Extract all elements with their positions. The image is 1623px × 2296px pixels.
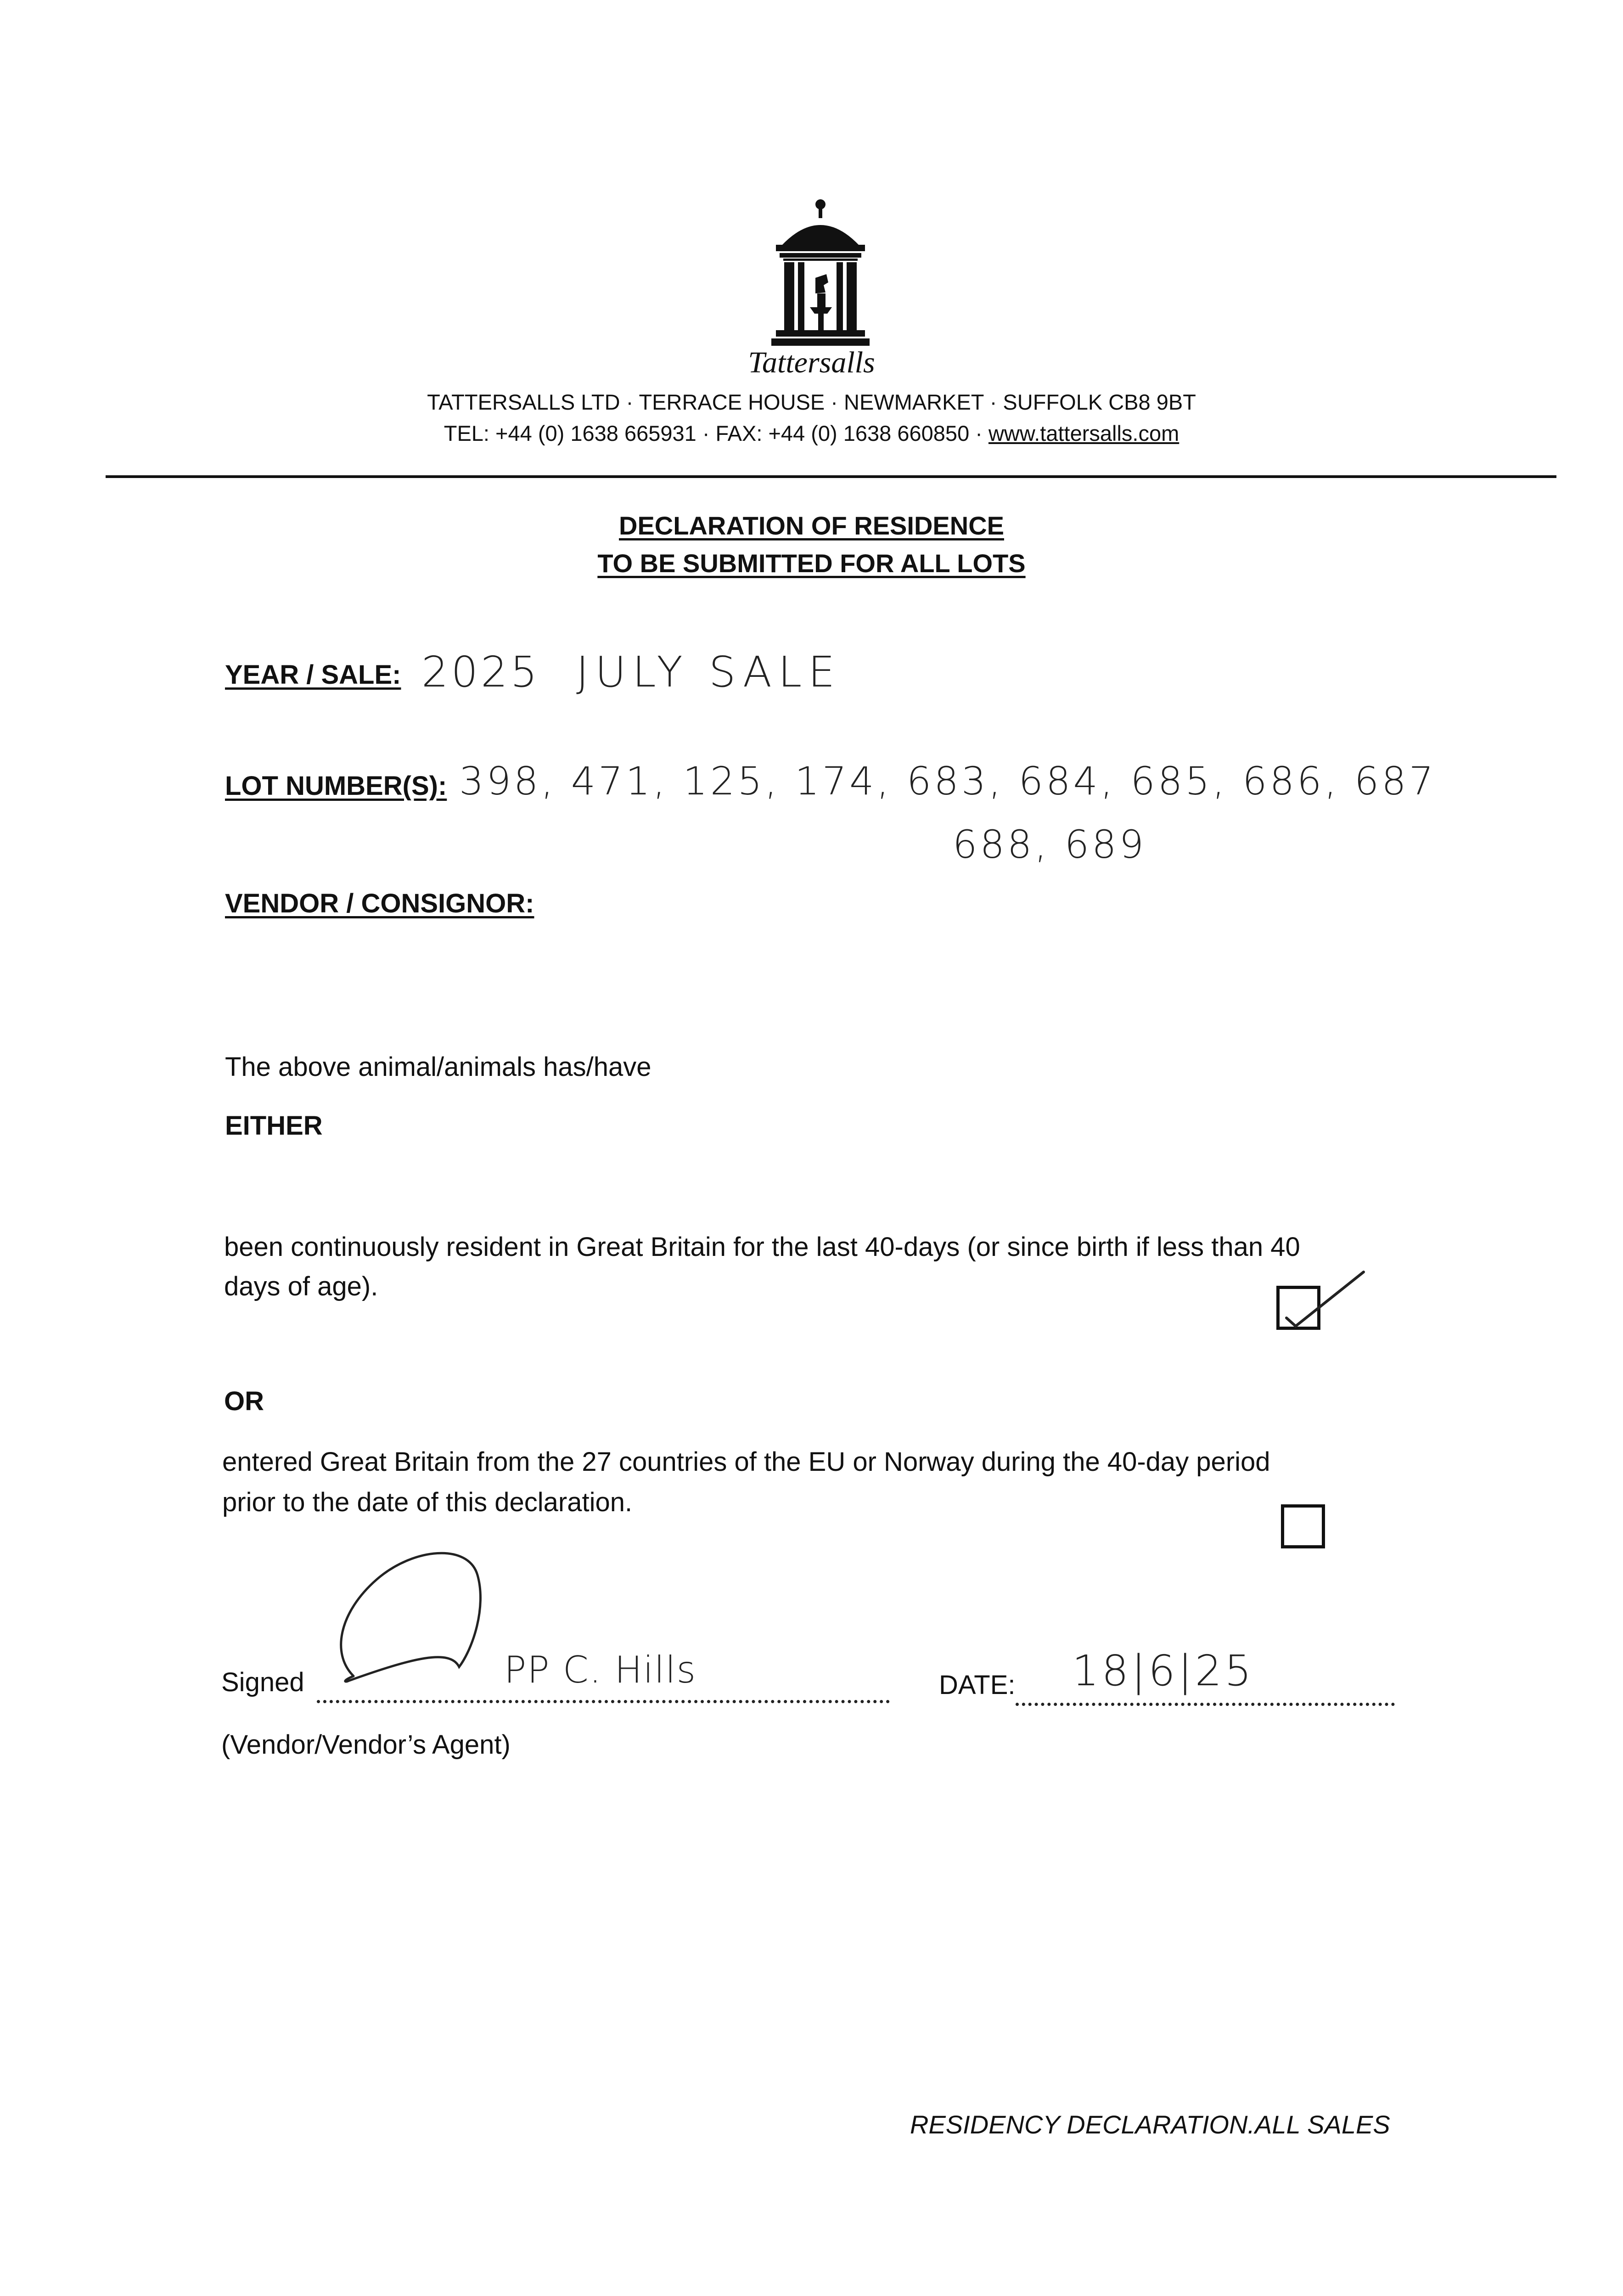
year-sale-label: YEAR / SALE: [225,660,401,690]
either-heading: EITHER [225,1111,323,1141]
tattersalls-logo-icon [768,195,873,351]
option2-checkbox[interactable] [1281,1504,1325,1548]
signer-name: PP C. Hills [504,1649,697,1691]
option2-text-line1: entered Great Britain from the 27 countries of the EU or Norway during the 40-day period [222,1447,1270,1477]
document-title: DECLARATION OF RESIDENCE [619,511,1004,540]
document-subtitle: TO BE SUBMITTED FOR ALL LOTS [597,549,1026,578]
date-label: DATE: [939,1670,1016,1700]
signer-role-note: (Vendor/Vendor’s Agent) [221,1730,511,1760]
lot-numbers-label: LOT NUMBER(S): [225,771,447,801]
or-heading: OR [224,1386,264,1416]
signed-label: Signed [221,1667,304,1697]
option1-text-line2: days of age). [224,1272,378,1301]
header-divider [106,475,1556,478]
option1-text-line1: been continuously resident in Great Britain for the last 40-days (or since birth if less than 40 [224,1232,1300,1262]
brand-name: Tattersalls [748,346,875,379]
sale-value: JULY SALE [576,647,842,697]
option2-text-line2: prior to the date of this declaration. [222,1487,633,1517]
vendor-consignor-label: VENDOR / CONSIGNOR: [225,889,534,918]
website-link[interactable]: www.tattersalls.com [988,421,1179,445]
checkmark-icon [1276,1267,1368,1336]
contact-line [0,421,1623,446]
contact-numbers: TEL: +44 (0) 1638 665931 · FAX: +44 (0) 1638 660850 · [444,421,988,445]
lot-numbers-value-line2: 688, 689 [953,822,1147,867]
intro-text: The above animal/animals has/have [225,1052,651,1082]
lot-numbers-value-line1: 398, 471, 125, 174, 683, 684, 685, 686, 687 [459,759,1437,804]
footer-label: RESIDENCY DECLARATION.ALL SALES [910,2110,1390,2139]
signature-scribble-icon [321,1543,519,1694]
year-value: 2025 [421,647,540,697]
date-value: 18|6|25 [1072,1646,1254,1695]
company-address: TATTERSALLS LTD · TERRACE HOUSE · NEWMARKET · SUFFOLK CB8 9BT [427,390,1196,414]
